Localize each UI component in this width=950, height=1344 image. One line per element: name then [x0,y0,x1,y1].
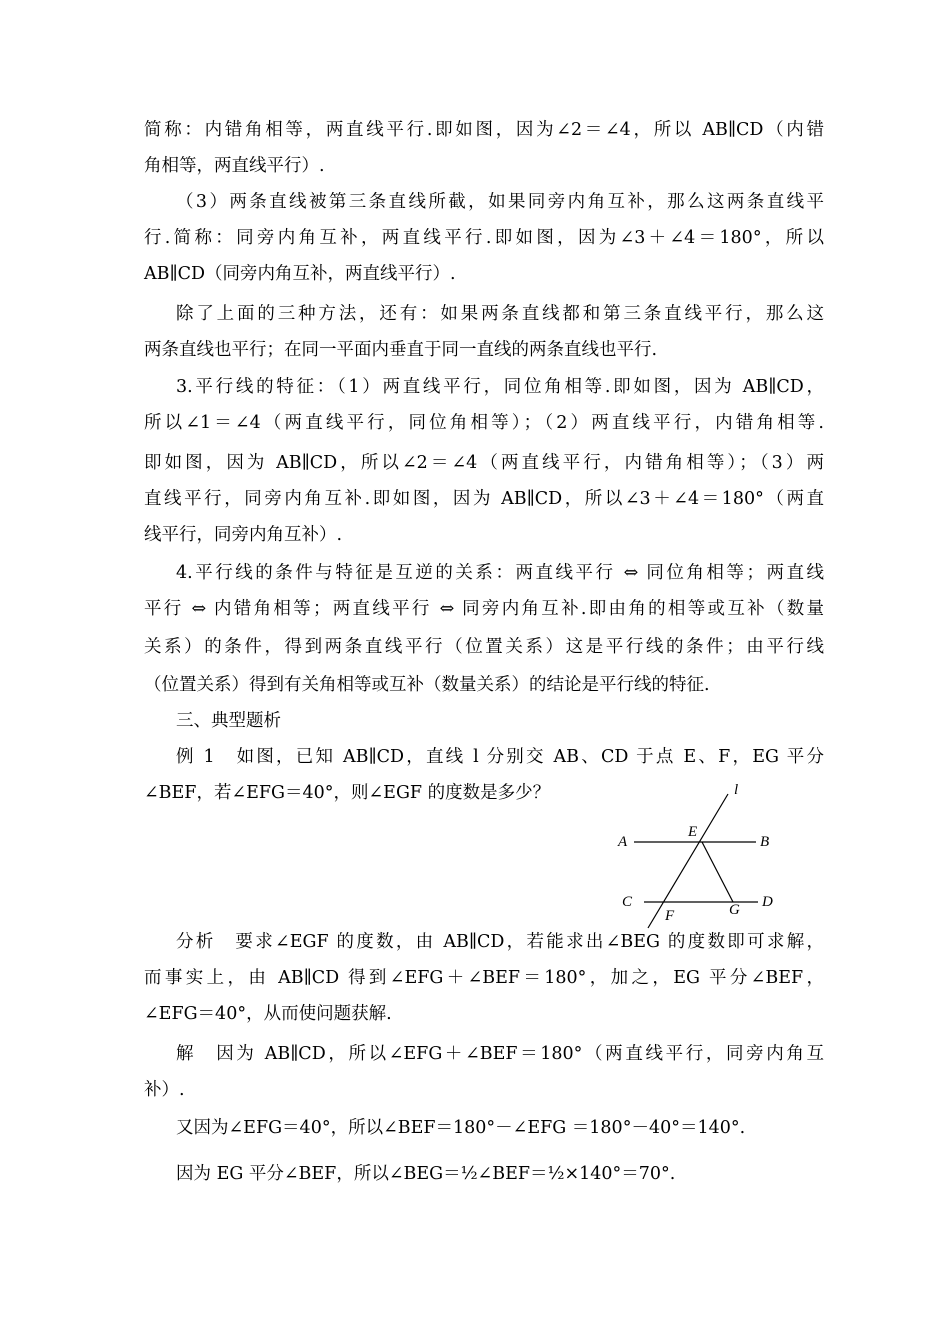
text-line: 分析 要求∠EGF 的度数，由 AB∥CD，若能求出∠BEG 的度数即可求解， [176,932,824,952]
text-line: 简称：内错角相等，两直线平行.即如图，因为∠2＝∠4，所以 AB∥CD（内错 [144,120,824,140]
text-line: ∠BEF，若∠EFG＝40°，则∠EGF 的度数是多少？ [144,783,551,803]
label-c: C [622,894,633,910]
label-l: l [734,782,739,798]
text-line: 补）. [144,1080,185,1100]
text-line: 平行 ⇔ 内错角相等；两直线平行 ⇔ 同旁内角互补.即由角的相等或互补（数量 [144,599,824,619]
text-line: 角相等，两直线平行）. [144,156,325,176]
text-line: 例 1 如图，已知 AB∥CD，直线 l 分别交 AB、CD 于点 E、F，EG 平分 [176,747,824,767]
label-f: F [665,908,675,924]
parallel-lines-diagram [610,780,810,930]
text-line: （3）两条直线被第三条直线所截，如果同旁内角互补，那么这两条直线平 [176,192,824,212]
text-line: 行.简称：同旁内角互补，两直线平行.即如图，因为∠3＋∠4＝180°，所以 [144,228,824,248]
label-a: A [618,834,628,850]
line-eg [702,842,733,902]
text-line: 又因为∠EFG＝40°，所以∠BEF＝180°－∠EFG ＝180°－40°＝140°. [176,1118,746,1138]
text-line: AB∥CD（同旁内角互补，两直线平行）. [144,264,456,284]
label-e: E [688,824,698,840]
geometry-figure [610,780,810,930]
text-line: 3.平行线的特征：（1）两直线平行，同位角相等.即如图，因为 AB∥CD， [176,377,824,397]
line-l [648,794,728,928]
text-line: 所以∠1＝∠4（两直线平行，同位角相等）；（2）两直线平行，内错角相等. [144,413,824,433]
label-d: D [762,894,773,910]
text-line: 两条直线也平行；在同一平面内垂直于同一直线的两条直线也平行. [144,340,658,360]
section-heading: 三、典型题析 [176,711,281,731]
text-line: 因为 EG 平分∠BEF，所以∠BEG＝½∠BEF＝½×140°＝70°. [176,1164,676,1184]
text-line: 而事实上，由 AB∥CD 得到∠EFG＋∠BEF＝180°，加之，EG 平分∠BEF， [144,968,824,988]
text-line: 除了上面的三种方法，还有：如果两条直线都和第三条直线平行，那么这 [176,304,824,324]
text-line: 即如图，因为 AB∥CD，所以∠2＝∠4（两直线平行，内错角相等）；（3）两 [144,453,824,473]
text-line: 解 因为 AB∥CD，所以∠EFG＋∠BEF＝180°（两直线平行，同旁内角互 [176,1044,824,1064]
text-line: 关系）的条件，得到两条直线平行（位置关系）这是平行线的条件；由平行线 [144,637,824,657]
label-g: G [729,902,740,918]
text-line: ∠EFG＝40°，从而使问题获解. [144,1004,392,1024]
label-b: B [760,834,770,850]
text-line: 4.平行线的条件与特征是互逆的关系：两直线平行 ⇔ 同位角相等；两直线 [176,563,824,583]
text-line: 直线平行，同旁内角互补.即如图，因为 AB∥CD，所以∠3＋∠4＝180°（两直 [144,489,824,509]
text-line: 线平行，同旁内角互补）. [144,525,343,545]
text-line: （位置关系）得到有关角相等或互补（数量关系）的结论是平行线的特征. [144,675,710,695]
